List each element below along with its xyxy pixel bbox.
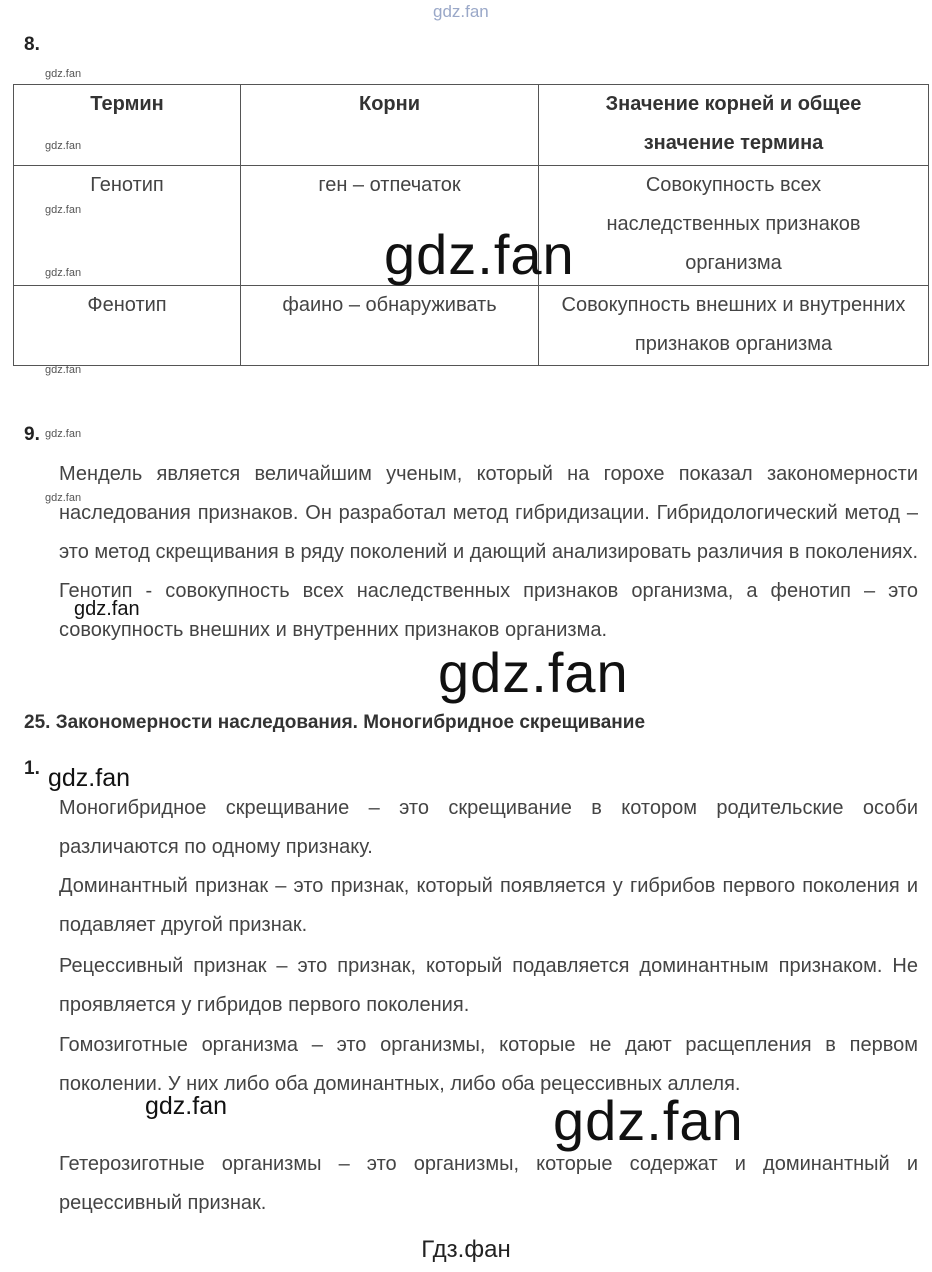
definition-paragraph: Гомозиготные организма – это организмы, которые не дают расщепления в первом поколении. У них либо оба доминантных, либо оба рецессивных аллеля. xyxy=(59,1034,918,1095)
watermark-big: gdz.fan xyxy=(384,223,575,286)
task-9-text: Мендель является величайшим ученым, который на горохе показал закономерности наследования признаков. Он разработал метод гибридизации. Гибридологический метод – это метод скрещивания в ряду поколений и дающий анализировать различия в поколениях. Генотип - совокупность всех наследственных признаков организма, а фенотип – это совокупность внешних и внутренних признаков организма. xyxy=(59,463,918,641)
task-9-number: 9. xyxy=(24,424,40,445)
watermark-mid: gdz.fan xyxy=(145,1092,228,1120)
task-1-number: 1. xyxy=(24,758,40,779)
cell-term: Генотип xyxy=(14,166,241,286)
definition-paragraph: Доминантный признак – это признак, который появляется у гибрибов первого поколения и подавляет другой признак. xyxy=(59,875,918,936)
definition-paragraph: Рецессивный признак – это признак, который подавляется доминантным признаком. Не проявляется у гибридов первого поколения. xyxy=(59,955,918,1016)
table-row xyxy=(14,286,929,366)
header-term: Термин xyxy=(14,85,241,166)
table-header-row xyxy=(14,85,929,166)
definition-paragraph: Моногибридное скрещивание – это скрещивание в котором родительские особи различаются по одному признаку. xyxy=(59,797,918,858)
watermark-small: gdz.fan xyxy=(45,267,82,279)
watermark-big: gdz.fan xyxy=(553,1089,744,1152)
section-heading: 25. Закономерности наследования. Моногибридное скрещивание xyxy=(24,712,646,733)
watermark-top: gdz.fan xyxy=(433,2,489,21)
watermark-small: gdz.fan xyxy=(45,204,82,216)
watermark-mid: gdz.fan xyxy=(74,598,140,620)
header-meaning: Значение корней и общее значение термина xyxy=(539,85,929,166)
cell-roots: фаино – обнаруживать xyxy=(241,286,539,366)
watermark-mid: gdz.fan xyxy=(48,764,131,792)
definition-paragraph: Гетерозиготные организмы – это организмы, которые содержат и доминантный и рецессивный признак. xyxy=(59,1153,918,1214)
watermark-small: gdz.fan xyxy=(45,364,82,376)
page-footer: Гдз.фан xyxy=(421,1236,511,1263)
watermark-small: gdz.fan xyxy=(45,492,82,504)
cell-meaning: Совокупность всех наследственных признаков организма xyxy=(539,166,929,286)
watermark-big: gdz.fan xyxy=(438,641,629,704)
header-roots: Корни xyxy=(241,85,539,166)
task-8-number: 8. xyxy=(24,34,40,55)
cell-roots: ген – отпечаток xyxy=(241,166,539,286)
watermark-small: gdz.fan xyxy=(45,140,82,152)
cell-meaning: Совокупность внешних и внутренних признаков организма xyxy=(539,286,929,366)
watermark-small: gdz.fan xyxy=(45,68,82,80)
cell-term: Фенотип xyxy=(14,286,241,366)
watermark-small: gdz.fan xyxy=(45,428,82,440)
